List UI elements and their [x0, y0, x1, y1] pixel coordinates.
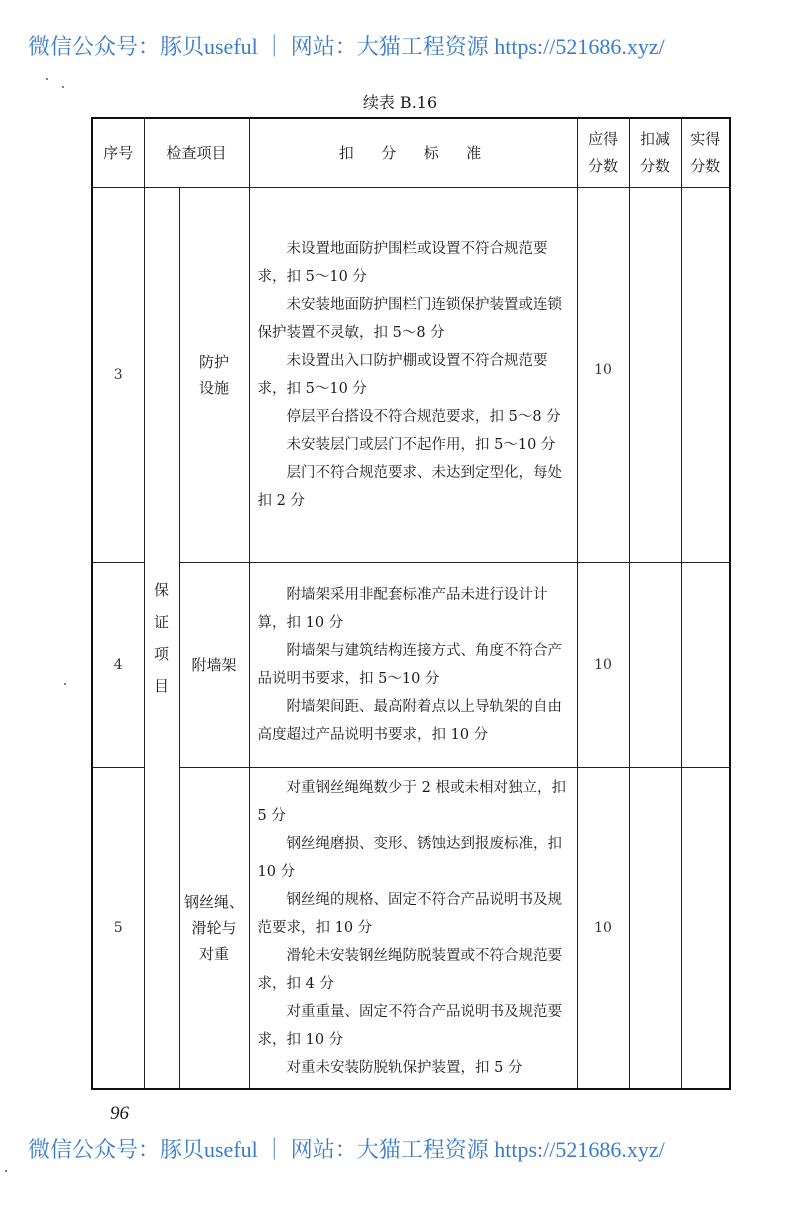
actual-score: [681, 563, 730, 768]
due-score: 10: [577, 768, 629, 1090]
item-line: 钢丝绳、: [184, 893, 245, 911]
header-deduct-score: [629, 118, 681, 188]
actual-score: [681, 188, 730, 563]
header-actual-l2: 分数: [690, 157, 721, 175]
item-line: 附墙架: [191, 656, 237, 674]
criterion: 附墙架间距、最高附着点以上导轨架的自由高度超过产品说明书要求，扣 10 分: [257, 699, 563, 743]
item-name: [179, 563, 249, 768]
header-criteria: [249, 118, 577, 188]
table-caption: 续表 B.16: [362, 93, 438, 112]
scan-speck: [5, 1170, 7, 1172]
page-number: 96: [110, 1103, 129, 1124]
header-deduct-l1: 扣减: [640, 130, 671, 148]
header-criteria-text: 扣 分 标 准: [338, 143, 488, 162]
criterion: 未设置地面防护围栏或设置不符合规范要求，扣 5～10 分: [257, 241, 548, 285]
category-char: 目: [153, 677, 169, 695]
criterion: 钢丝绳磨损、变形、锈蚀达到报废标准，扣 10 分: [257, 836, 563, 880]
item-line: 防护: [199, 353, 230, 371]
item-line: 设施: [199, 379, 230, 397]
header-actual-score: [681, 118, 730, 188]
scan-speck: [62, 86, 64, 88]
header-due-score: [577, 118, 629, 188]
criterion: 层门不符合规范要求、未达到定型化，每处扣 2 分: [257, 465, 563, 509]
category-char: 证: [153, 613, 169, 631]
criterion: 滑轮未安装钢丝绳防脱装置或不符合规范要求，扣 4 分: [257, 948, 563, 992]
criterion: 对重重量、固定不符合产品说明书及规范要求，扣 10 分: [257, 1004, 563, 1048]
criterion: 对重未安装防脱轨保护装置，扣 5 分: [286, 1060, 523, 1076]
criterion: 钢丝绳的规格、固定不符合产品说明书及规范要求，扣 10 分: [257, 892, 563, 936]
category-char: 保: [153, 581, 169, 599]
category-cell: [144, 188, 179, 1090]
criterion: 停层平台搭设不符合规范要求，扣 5～8 分: [286, 409, 561, 425]
header-item: 检查项目: [144, 118, 249, 188]
table-row: [92, 768, 730, 1090]
header-due-l2: 分数: [588, 157, 619, 175]
item-line: 滑轮与: [191, 919, 237, 937]
scan-speck: [46, 78, 48, 80]
inspection-table: [91, 117, 731, 1090]
deduct-score: [629, 768, 681, 1090]
criterion: 附墙架采用非配套标准产品未进行设计计算，扣 10 分: [257, 587, 548, 631]
watermark-bottom: 微信公众号：豚贝useful ｜ 网站：大猫工程资源 https://521686.xyz/: [28, 1137, 665, 1162]
table-row: [92, 188, 730, 563]
criterion: 附墙架与建筑结构连接方式、角度不符合产品说明书要求，扣 5～10 分: [257, 643, 563, 687]
criterion: 未安装层门或层门不起作用，扣 5～10 分: [286, 437, 556, 453]
item-name: [179, 768, 249, 1090]
criteria-cell: [249, 563, 577, 768]
table-row: [92, 563, 730, 768]
header-due-l1: 应得: [588, 130, 619, 148]
header-row: [92, 118, 730, 188]
scan-speck: [64, 683, 66, 685]
category-char: 项: [153, 645, 169, 663]
header-deduct-l2: 分数: [640, 157, 671, 175]
deduct-score: [629, 188, 681, 563]
due-score: 10: [577, 188, 629, 563]
due-score: 10: [577, 563, 629, 768]
criterion: 未设置出入口防护棚或设置不符合规范要求，扣 5～10 分: [257, 353, 548, 397]
criteria-cell: [249, 768, 577, 1090]
criterion: 未安装地面防护围栏门连锁保护装置或连锁保护装置不灵敏，扣 5～8 分: [257, 297, 563, 341]
row-seq: 3: [92, 188, 144, 563]
criterion: 对重钢丝绳绳数少于 2 根或未相对独立，扣 5 分: [257, 780, 566, 824]
header-actual-l1: 实得: [690, 130, 721, 148]
actual-score: [681, 768, 730, 1090]
watermark-top: 微信公众号：豚贝useful ｜ 网站：大猫工程资源 https://521686.xyz/: [28, 34, 665, 59]
criteria-cell: [249, 188, 577, 563]
header-seq: 序号: [92, 118, 144, 188]
deduct-score: [629, 563, 681, 768]
item-name: [179, 188, 249, 563]
row-seq: 4: [92, 563, 144, 768]
item-line: 对重: [199, 945, 230, 963]
row-seq: 5: [92, 768, 144, 1090]
